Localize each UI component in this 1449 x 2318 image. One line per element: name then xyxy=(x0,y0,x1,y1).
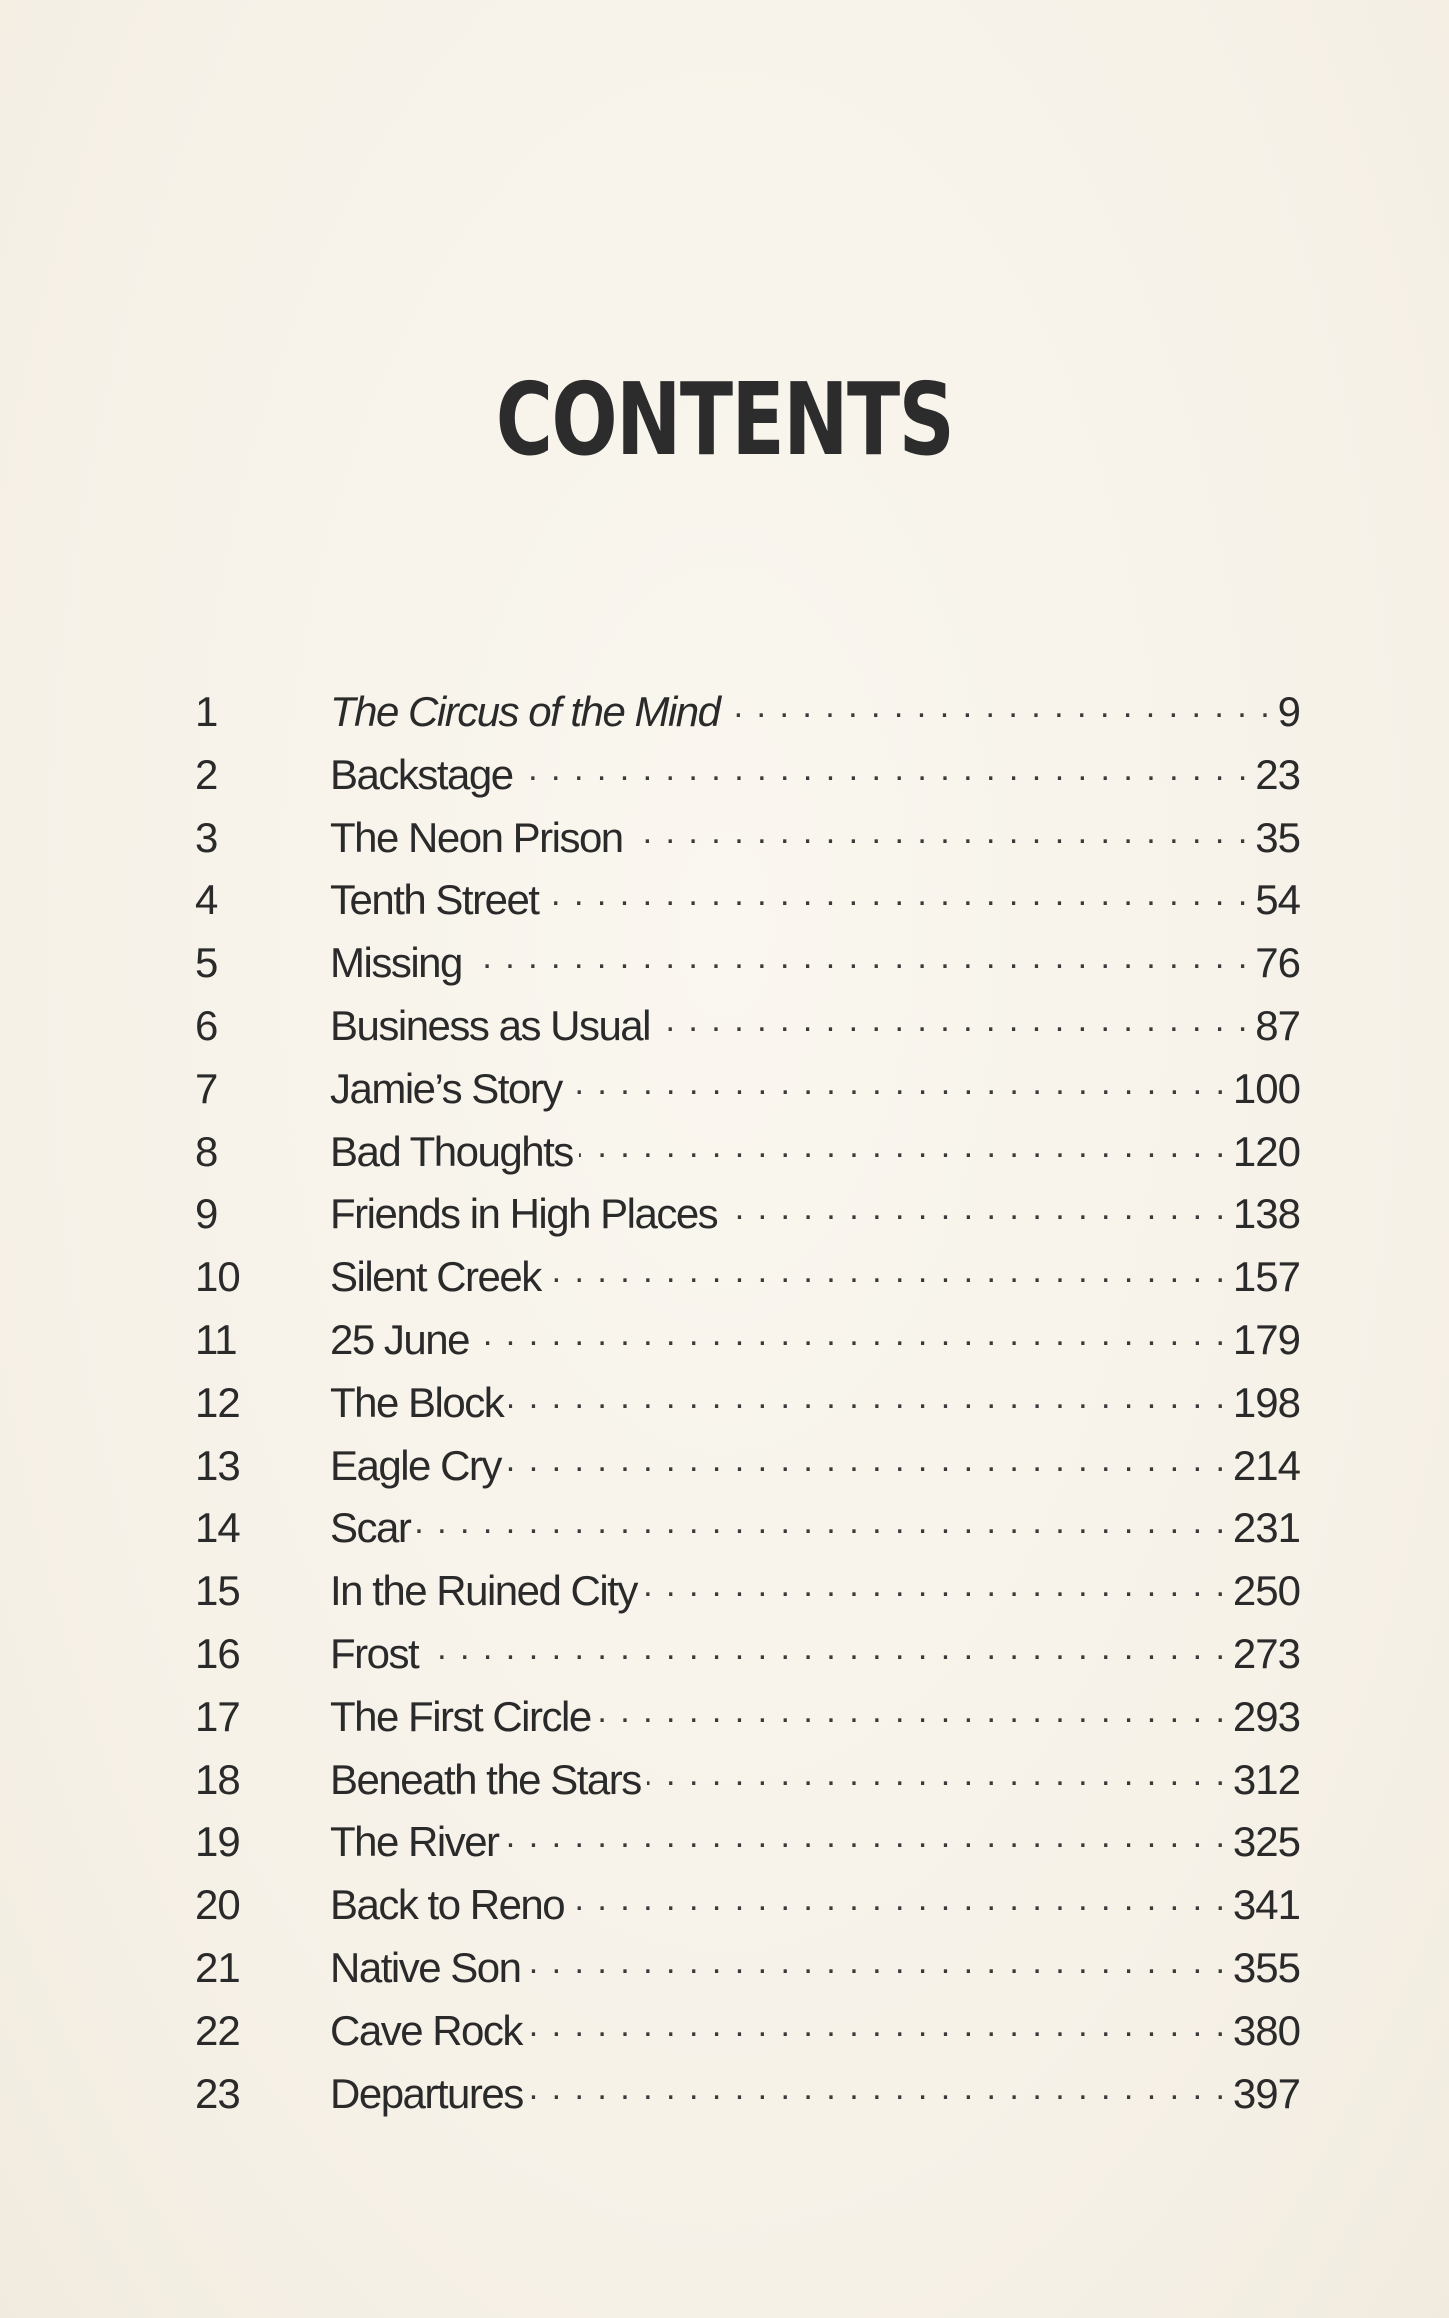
dot-leader xyxy=(519,743,1250,789)
chapter-number: 18 xyxy=(195,1755,240,1803)
page-number: 397 xyxy=(1232,2069,1300,2117)
chapter-number: 16 xyxy=(195,1629,240,1677)
page-number: 312 xyxy=(1232,1755,1300,1803)
toc-entry xyxy=(195,931,1300,994)
dot-leader xyxy=(547,1245,1227,1291)
toc-entry xyxy=(195,868,1300,931)
chapter-number: 23 xyxy=(195,2069,240,2117)
page-number: 231 xyxy=(1232,1504,1300,1552)
chapter-title: Business as Usual xyxy=(330,1001,650,1049)
page-title: CONTENTS xyxy=(495,361,954,478)
chapter-title: Scar xyxy=(330,1504,411,1552)
page-number: 325 xyxy=(1232,1818,1300,1866)
chapter-number: 7 xyxy=(195,1064,218,1112)
page-number: 273 xyxy=(1232,1629,1300,1677)
chapter-number: 10 xyxy=(195,1253,240,1301)
dot-leader xyxy=(505,1810,1227,1856)
page-number: 120 xyxy=(1232,1127,1300,1175)
chapter-title: The First Circle xyxy=(330,1692,591,1740)
dot-leader xyxy=(643,1559,1227,1605)
page-number: 214 xyxy=(1232,1441,1300,1489)
chapter-title: Cave Rock xyxy=(330,2006,522,2054)
chapter-number: 12 xyxy=(195,1378,240,1426)
toc-entry xyxy=(195,680,1300,743)
dot-leader xyxy=(424,1622,1227,1668)
chapter-title: The River xyxy=(330,1818,499,1866)
chapter-number: 4 xyxy=(195,876,218,924)
chapter-title: The Block xyxy=(330,1378,504,1426)
page-number: 35 xyxy=(1255,813,1300,861)
chapter-number: 6 xyxy=(195,1001,218,1049)
chapter-number: 21 xyxy=(195,1943,240,1991)
toc-entry xyxy=(195,1685,1300,1748)
chapter-number: 1 xyxy=(195,688,218,735)
dot-leader xyxy=(629,806,1250,852)
dot-leader xyxy=(579,1120,1227,1166)
dot-leader xyxy=(475,1308,1227,1354)
toc-entry xyxy=(195,1873,1300,1936)
chapter-title: Backstage xyxy=(330,750,513,798)
page-number: 54 xyxy=(1255,876,1300,924)
chapter-title: Jamie’s Story xyxy=(330,1064,562,1112)
toc-entry xyxy=(195,994,1300,1057)
chapter-title: Silent Creek xyxy=(330,1253,541,1301)
chapter-number: 3 xyxy=(195,813,218,861)
dot-leader xyxy=(529,2062,1227,2108)
page-number: 87 xyxy=(1255,1001,1300,1049)
chapter-title: Departures xyxy=(330,2069,523,2117)
chapter-number: 19 xyxy=(195,1818,240,1866)
chapter-title: The Neon Prison xyxy=(330,813,623,861)
toc-entry xyxy=(195,743,1300,806)
chapter-number: 20 xyxy=(195,1881,240,1929)
dot-leader xyxy=(568,1057,1227,1103)
chapter-number: 8 xyxy=(195,1127,218,1175)
page-number: 138 xyxy=(1232,1190,1300,1238)
toc-entry xyxy=(195,1748,1300,1811)
chapter-number: 2 xyxy=(195,750,218,798)
toc-entry xyxy=(195,806,1300,869)
chapter-title: 25 June xyxy=(330,1315,469,1363)
dot-leader xyxy=(544,868,1249,914)
page-number: 341 xyxy=(1232,1881,1300,1929)
chapter-number: 17 xyxy=(195,1692,240,1740)
chapter-title: Native Son xyxy=(330,1943,521,1991)
page-number: 157 xyxy=(1232,1253,1300,1301)
chapter-number: 13 xyxy=(195,1441,240,1489)
chapter-number: 15 xyxy=(195,1567,240,1615)
chapter-title: Missing xyxy=(330,939,462,987)
toc-entry xyxy=(195,1120,1300,1183)
toc-entry xyxy=(195,1434,1300,1497)
toc-entry xyxy=(195,1936,1300,1999)
table-of-contents xyxy=(195,680,1300,2124)
dot-leader xyxy=(656,994,1249,1040)
toc-entry xyxy=(195,1810,1300,1873)
toc-entry xyxy=(195,1999,1300,2062)
page-number: 293 xyxy=(1232,1692,1300,1740)
chapter-title: Frost xyxy=(330,1629,419,1677)
chapter-title: Eagle Cry xyxy=(330,1441,501,1489)
chapter-title: Tenth Street xyxy=(330,876,539,924)
toc-entry xyxy=(195,1308,1300,1371)
page-number: 380 xyxy=(1232,2006,1300,2054)
page-number: 198 xyxy=(1232,1378,1300,1426)
toc-entry xyxy=(195,1182,1300,1245)
chapter-number: 14 xyxy=(195,1504,240,1552)
toc-entry xyxy=(195,1057,1300,1120)
dot-leader xyxy=(507,1434,1227,1480)
chapter-number: 11 xyxy=(195,1315,237,1363)
page-number: 23 xyxy=(1255,750,1300,798)
dot-leader xyxy=(726,680,1272,726)
toc-entry xyxy=(195,2062,1300,2125)
chapter-title: Beneath the Stars xyxy=(330,1755,641,1803)
page-number: 179 xyxy=(1232,1315,1300,1363)
chapter-number: 9 xyxy=(195,1190,218,1238)
page-number: 355 xyxy=(1232,1943,1300,1991)
toc-entry xyxy=(195,1622,1300,1685)
toc-entry xyxy=(195,1371,1300,1434)
toc-entry xyxy=(195,1559,1300,1622)
chapter-title: Back to Reno xyxy=(330,1881,565,1929)
chapter-number: 5 xyxy=(195,939,218,987)
toc-entry xyxy=(195,1496,1300,1559)
chapter-title: Bad Thoughts xyxy=(330,1127,573,1175)
toc-entry xyxy=(195,1245,1300,1308)
dot-leader xyxy=(723,1182,1227,1228)
dot-leader xyxy=(416,1496,1227,1542)
dot-leader xyxy=(509,1371,1227,1417)
dot-leader xyxy=(647,1748,1227,1794)
chapter-title: In the Ruined City xyxy=(330,1567,637,1615)
page-number: 76 xyxy=(1255,939,1300,987)
dot-leader xyxy=(528,1999,1227,2045)
dot-leader xyxy=(570,1873,1227,1919)
chapter-title: The Circus of the Mind xyxy=(330,688,720,735)
dot-leader xyxy=(526,1936,1226,1982)
page-number: 250 xyxy=(1232,1567,1300,1615)
dot-leader xyxy=(468,931,1249,977)
chapter-title: Friends in High Places xyxy=(330,1190,718,1238)
chapter-number: 22 xyxy=(195,2006,240,2054)
page-number: 100 xyxy=(1232,1064,1300,1112)
page-number: 9 xyxy=(1277,688,1300,735)
dot-leader xyxy=(597,1685,1227,1731)
